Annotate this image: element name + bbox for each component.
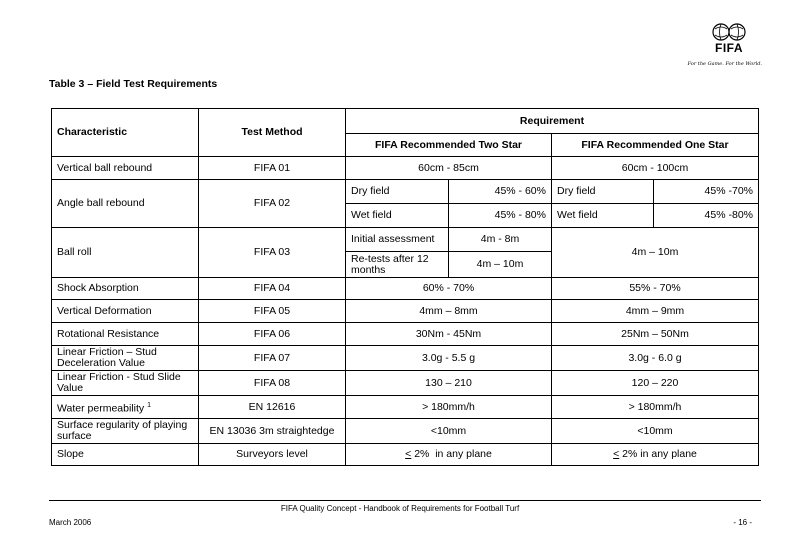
one-star-value: 45% -70%	[654, 180, 759, 204]
field-test-requirements-table	[51, 108, 759, 466]
one-star-value: 55% - 70%	[552, 278, 759, 300]
two-star-value: 60% - 70%	[346, 278, 552, 300]
footer-page-number: - 16 -	[733, 518, 752, 527]
table-title: Table 3 – Field Test Requirements	[49, 78, 218, 90]
one-star-value	[552, 444, 759, 466]
one-star-value: <10mm	[552, 419, 759, 444]
row-name	[52, 396, 199, 419]
row-name: Ball roll	[52, 228, 199, 278]
row-name: Slope	[52, 444, 199, 466]
row-method: FIFA 07	[199, 346, 346, 371]
fifa-logo	[687, 20, 762, 76]
row-method: EN 13036 3m straightedge	[199, 419, 346, 444]
table-row	[52, 228, 759, 252]
header-one-star: FIFA Recommended One Star	[552, 134, 759, 157]
two-star-value: 4mm – 8mm	[346, 300, 552, 323]
slope-value-text: 2% in any plane	[619, 448, 697, 460]
footer-divider	[49, 500, 761, 501]
two-star-value: 60cm - 85cm	[346, 157, 552, 180]
row-name-text: Water permeability	[57, 402, 145, 415]
two-star-condition: Dry field	[346, 180, 449, 204]
table-row	[52, 371, 759, 396]
row-method: FIFA 03	[199, 228, 346, 278]
row-name: Vertical Deformation	[52, 300, 199, 323]
table-row	[52, 396, 759, 419]
one-star-value: > 180mm/h	[552, 396, 759, 419]
one-star-condition: Dry field	[552, 180, 654, 204]
table-row	[52, 419, 759, 444]
two-star-value: 3.0g - 5.5 g	[346, 346, 552, 371]
row-name: Surface regularity of playing surface	[52, 419, 199, 444]
row-method: FIFA 06	[199, 323, 346, 346]
table-row	[52, 278, 759, 300]
table-row	[52, 444, 759, 466]
table-row	[52, 300, 759, 323]
header-characteristic: Characteristic	[52, 109, 199, 157]
two-star-condition: Wet field	[346, 204, 449, 228]
table-row	[52, 323, 759, 346]
row-name: Linear Friction - Stud Slide Value	[52, 371, 199, 396]
header-test-method: Test Method	[199, 109, 346, 157]
row-method: FIFA 02	[199, 180, 346, 228]
two-star-value: 30Nm - 45Nm	[346, 323, 552, 346]
two-star-condition: Initial assessment	[346, 228, 449, 252]
row-name: Angle ball rebound	[52, 180, 199, 228]
two-star-value	[346, 444, 552, 466]
footer-document-title: FIFA Quality Concept - Handbook of Requirements for Football Turf	[280, 504, 520, 513]
one-star-value: 45% -80%	[654, 204, 759, 228]
table-row	[52, 346, 759, 371]
row-method: FIFA 08	[199, 371, 346, 396]
logo-wordmark: FIFA	[715, 41, 743, 55]
row-name: Vertical ball rebound	[52, 157, 199, 180]
header-two-star: FIFA Recommended Two Star	[346, 134, 552, 157]
one-star-value: 120 – 220	[552, 371, 759, 396]
row-method: FIFA 05	[199, 300, 346, 323]
header-requirement: Requirement	[346, 109, 759, 134]
footer-date: March 2006	[49, 518, 92, 527]
two-star-value: 45% - 60%	[449, 180, 552, 204]
row-name: Rotational Resistance	[52, 323, 199, 346]
two-star-value: 130 – 210	[346, 371, 552, 396]
table-row	[52, 180, 759, 204]
one-star-value: 4mm – 9mm	[552, 300, 759, 323]
row-method: FIFA 01	[199, 157, 346, 180]
two-star-value: 45% - 80%	[449, 204, 552, 228]
row-method: EN 12616	[199, 396, 346, 419]
one-star-value: 4m – 10m	[552, 228, 759, 278]
one-star-value: 60cm - 100cm	[552, 157, 759, 180]
row-method: Surveyors level	[199, 444, 346, 466]
one-star-value: 3.0g - 6.0 g	[552, 346, 759, 371]
two-star-value: 4m - 8m	[449, 228, 552, 252]
two-star-value: > 180mm/h	[346, 396, 552, 419]
two-star-value: <10mm	[346, 419, 552, 444]
row-name: Linear Friction – Stud Deceleration Value	[52, 346, 199, 371]
table-row	[52, 157, 759, 180]
footnote-marker: 1	[147, 401, 151, 409]
one-star-condition: Wet field	[552, 204, 654, 228]
row-name: Shock Absorption	[52, 278, 199, 300]
less-equal-symbol: <	[405, 448, 412, 460]
two-star-value: 4m – 10m	[449, 252, 552, 278]
row-method: FIFA 04	[199, 278, 346, 300]
one-star-value: 25Nm – 50Nm	[552, 323, 759, 346]
less-equal-symbol: <	[613, 448, 620, 460]
slope-value-text: 2% in any plane	[411, 448, 492, 460]
two-star-condition: Re-tests after 12 months	[346, 252, 449, 278]
logo-tagline: For the Game. For the World.	[687, 61, 762, 67]
